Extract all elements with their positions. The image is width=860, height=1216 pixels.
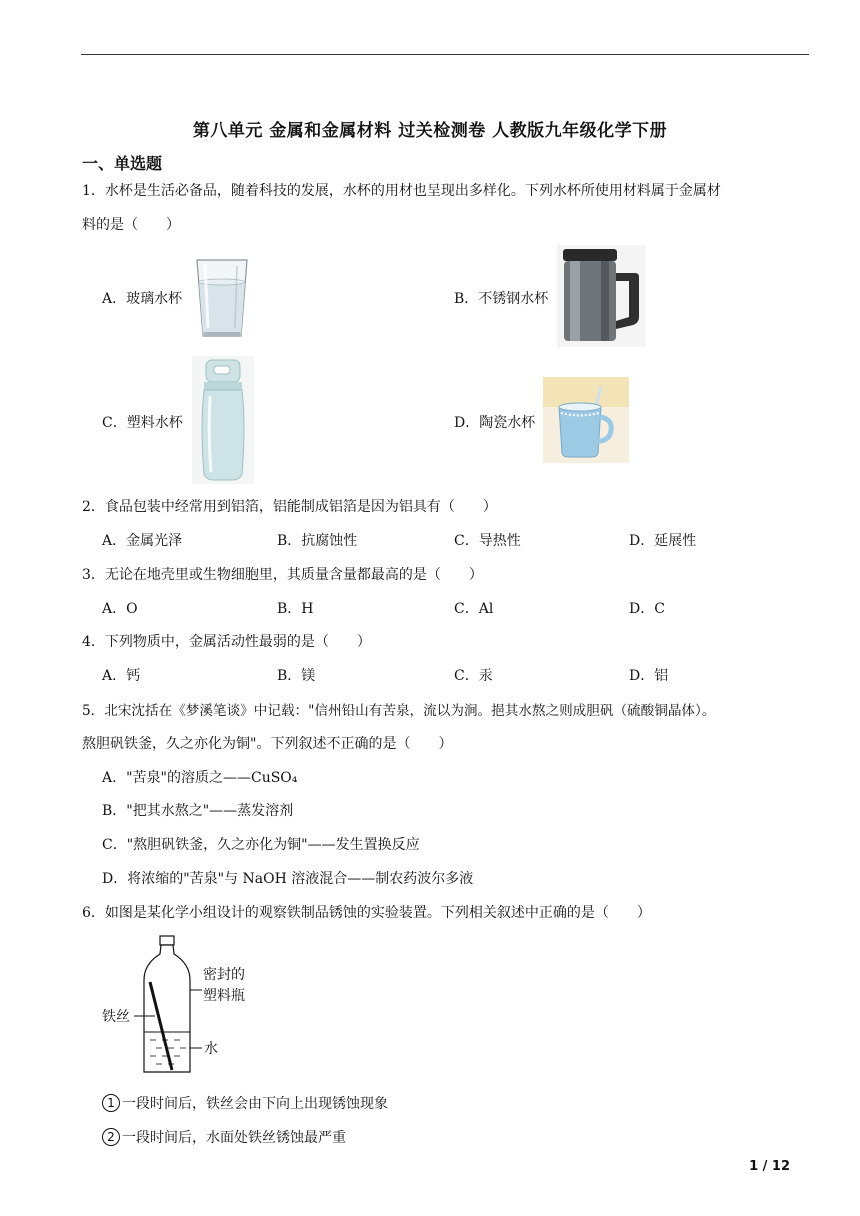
q5-option-a: A．"苦泉"的溶质之——CuSO₄ xyxy=(102,770,298,786)
label-iron-wire: 铁丝 xyxy=(102,1009,130,1025)
question-1-text-cont: 料的是（ ） xyxy=(82,217,180,233)
circled-number-1: 1 xyxy=(102,1094,120,1112)
q1-option-c: C．塑料水杯 xyxy=(102,415,183,431)
q5-option-d: D．将浓缩的"苦泉"与 NaOH 溶液混合——制农药波尔多液 xyxy=(102,871,474,887)
q3-option-b: B．H xyxy=(277,601,314,617)
q4-option-c: C．汞 xyxy=(454,668,493,684)
q5-option-b: B．"把其水熬之"——蒸发溶剂 xyxy=(102,803,294,819)
label-plastic-bottle: 塑料瓶 xyxy=(203,988,245,1004)
steel-mug-image xyxy=(557,245,645,351)
q4-option-a: A．钙 xyxy=(102,668,141,684)
question-2-text: 2．食品包装中经常用到铝箔，铝能制成铝箔是因为铝具有（ ） xyxy=(82,499,497,515)
plastic-bottle-image xyxy=(192,356,254,488)
q1-option-d: D．陶瓷水杯 xyxy=(454,415,536,431)
ceramic-mug-image xyxy=(543,377,629,467)
q2-option-d: D．延展性 xyxy=(629,533,697,549)
q6-statement-2 xyxy=(102,1127,346,1147)
q3-option-d: D．C xyxy=(629,601,665,617)
rusting-experiment-diagram xyxy=(98,932,268,1082)
q2-option-c: C．导热性 xyxy=(454,533,521,549)
page-number: 1 / 12 xyxy=(749,1159,790,1174)
question-5-text-cont: 熬胆矾铁釜，久之亦化为铜"。下列叙述不正确的是（ ） xyxy=(82,736,453,752)
question-4-text: 4．下列物质中，金属活动性最弱的是（ ） xyxy=(82,634,371,650)
q1-option-b: B．不锈钢水杯 xyxy=(454,291,549,307)
q5-option-c: C．"熬胆矾铁釜，久之亦化为铜"——发生置换反应 xyxy=(102,837,420,853)
q6-statement-1-text: 一段时间后，铁丝会由下向上出现锈蚀现象 xyxy=(122,1096,388,1112)
q6-statement-1 xyxy=(102,1093,388,1113)
question-6-text: 6．如图是某化学小组设计的观察铁制品锈蚀的实验装置。下列相关叙述中正确的是（ ） xyxy=(82,905,651,921)
q2-option-b: B．抗腐蚀性 xyxy=(277,533,358,549)
question-1-text: 1．水杯是生活必备品，随着科技的发展，水杯的用材也呈现出多样化。下列水杯所使用材料属于金属材 xyxy=(82,183,721,199)
section-heading: 一、单选题 xyxy=(82,154,163,173)
circled-number-2: 2 xyxy=(102,1128,120,1146)
q1-option-a: A．玻璃水杯 xyxy=(102,291,183,307)
q3-option-a: A．O xyxy=(102,601,138,617)
document-title: 第八单元 金属和金属材料 过关检测卷 人教版九年级化学下册 xyxy=(192,121,668,141)
header-rule xyxy=(81,54,809,55)
question-3-text: 3．无论在地壳里或生物细胞里，其质量含量都最高的是（ ） xyxy=(82,567,483,583)
question-5-text: 5．北宋沈括在《梦溪笔谈》中记载："信州铅山有苦泉，流以为涧。挹其水熬之则成胆矾（硫酸铜晶体）。 xyxy=(82,703,716,719)
q3-option-c: C．Al xyxy=(454,601,494,617)
glass-cup-image xyxy=(193,258,251,344)
q6-statement-2-text: 一段时间后，水面处铁丝锈蚀最严重 xyxy=(122,1130,346,1146)
q2-option-a: A．金属光泽 xyxy=(102,533,183,549)
label-water: 水 xyxy=(204,1041,218,1057)
q4-option-b: B．镁 xyxy=(277,668,316,684)
label-sealed: 密封的 xyxy=(203,967,245,983)
q4-option-d: D．铝 xyxy=(629,668,669,684)
